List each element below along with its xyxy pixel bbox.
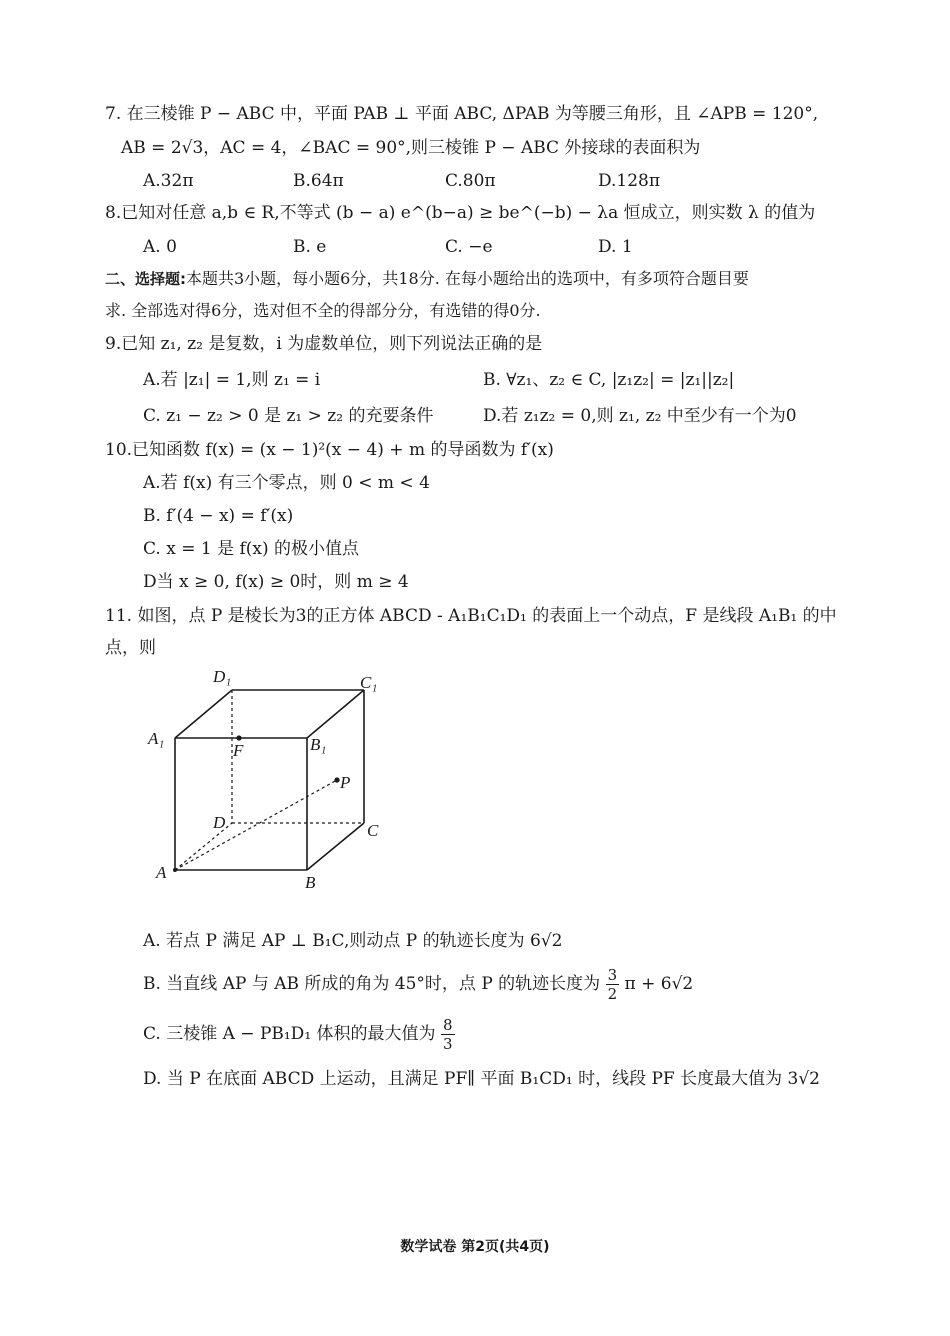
q11-option-c (143, 1016, 455, 1053)
q11-option-b-fraction (606, 966, 620, 1003)
q7-option-d: D.128π (598, 171, 661, 191)
edge-b-c (307, 823, 364, 870)
q7-stem-line1: 7. 在三棱锥 P − ABC 中，平面 PAB ⊥ 平面 ABC, ΔPAB 为等腰三角形，且 ∠APB = 120°, (105, 104, 819, 124)
cube-figure (140, 660, 400, 900)
q8-option-d: D. 1 (598, 237, 633, 257)
label-a1: A₁ (148, 729, 165, 748)
q11-option-b-denominator: 2 (607, 985, 618, 1003)
q9-option-b: B. ∀z₁、z₂ ∈ C, |z₁z₂| = |z₁||z₂| (483, 370, 735, 390)
q11-option-c-numerator: 8 (442, 1016, 453, 1034)
q7-option-a: A.32π (143, 171, 194, 191)
point-f (236, 735, 241, 740)
q11-option-c-text: C. 三棱锥 A − PB₁D₁ 体积的最大值为 (143, 1024, 436, 1044)
section2-instructions-1: 本题共3小题，每小题6分，共18分. 在每小题给出的选项中，有多项符合题目要 (186, 269, 749, 288)
label-c1: C₁ (360, 673, 378, 692)
q10-option-c: C. x = 1 是 f(x) 的极小值点 (143, 539, 360, 559)
q10-option-b: B. f′(4 − x) = f′(x) (143, 506, 294, 526)
q11-option-c-fraction (441, 1016, 455, 1053)
q11-option-b-text: B. 当直线 AP 与 AB 所成的角为 45°时，点 P 的轨迹长度为 (143, 974, 601, 994)
label-p: P (340, 773, 351, 792)
segment-a-p (175, 780, 337, 870)
edge-a1-d1 (175, 690, 232, 738)
q11-option-a: A. 若点 P 满足 AP ⊥ B₁C,则动点 P 的轨迹长度为 6√2 (143, 931, 563, 951)
label-a: A (156, 863, 167, 882)
q9-stem: 9.已知 z₁, z₂ 是复数，i 为虚数单位，则下列说法正确的是 (105, 334, 543, 354)
q9-option-a: A.若 |z₁| = 1,则 z₁ = i (143, 370, 321, 390)
q7-option-b: B.64π (293, 171, 344, 191)
section2-title: 二、选择题: (105, 270, 186, 288)
q11-option-c-denominator: 3 (442, 1035, 453, 1053)
label-b: B (305, 873, 316, 892)
q8-option-b: B. e (293, 237, 327, 257)
q11-option-b (143, 966, 693, 1003)
q11-stem-line1: 11. 如图，点 P 是棱长为3的正方体 ABCD - A₁B₁C₁D₁ 的表面上一个动点，F 是线段 A₁B₁ 的中 (105, 606, 837, 626)
q11-option-d: D. 当 P 在底面 ABCD 上运动，且满足 PF∥ 平面 B₁CD₁ 时，线段 PF 长度最大值为 3√2 (143, 1069, 820, 1089)
q11-option-b-numerator: 3 (607, 966, 618, 984)
page-footer: 数学试卷 第2页(共4页) (400, 1239, 550, 1255)
point-a (173, 868, 177, 872)
q8-stem: 8.已知对任意 a,b ∈ R,不等式 (b − a) e^(b−a) ≥ be^(−b) − λa 恒成立，则实数 λ 的值为 (105, 203, 816, 223)
q8-option-a: A. 0 (143, 237, 177, 257)
point-p (334, 777, 339, 782)
q11-stem-line2: 点，则 (105, 638, 156, 658)
q9-option-c: C. z₁ − z₂ > 0 是 z₁ > z₂ 的充要条件 (143, 406, 434, 426)
label-d: D (213, 813, 226, 832)
q10-option-d: D当 x ≥ 0, f(x) ≥ 0时，则 m ≥ 4 (143, 572, 409, 592)
label-c: C (367, 821, 379, 840)
q8-option-c: C. −e (445, 237, 493, 257)
label-f: F (233, 741, 244, 760)
edge-b1-c1 (307, 690, 364, 738)
q7-option-c: C.80π (445, 171, 496, 191)
section2-heading (105, 268, 749, 290)
section2-instructions-2: 求. 全部选对得6分，选对但不全的得部分分，有选错的得0分. (105, 301, 541, 320)
q11-option-b-tail: π + 6√2 (624, 974, 694, 994)
q10-stem: 10.已知函数 f(x) = (x − 1)²(x − 4) + m 的导函数为 f′(x) (105, 440, 554, 460)
label-d1: D₁ (213, 667, 232, 686)
label-b1: B₁ (310, 735, 327, 754)
q10-option-a: A.若 f(x) 有三个零点，则 0 < m < 4 (143, 473, 430, 493)
q9-option-d: D.若 z₁z₂ = 0,则 z₁, z₂ 中至少有一个为0 (483, 406, 797, 426)
q7-stem-line2: AB = 2√3，AC = 4，∠BAC = 90°,则三棱锥 P − ABC 外接球的表面积为 (121, 138, 701, 158)
